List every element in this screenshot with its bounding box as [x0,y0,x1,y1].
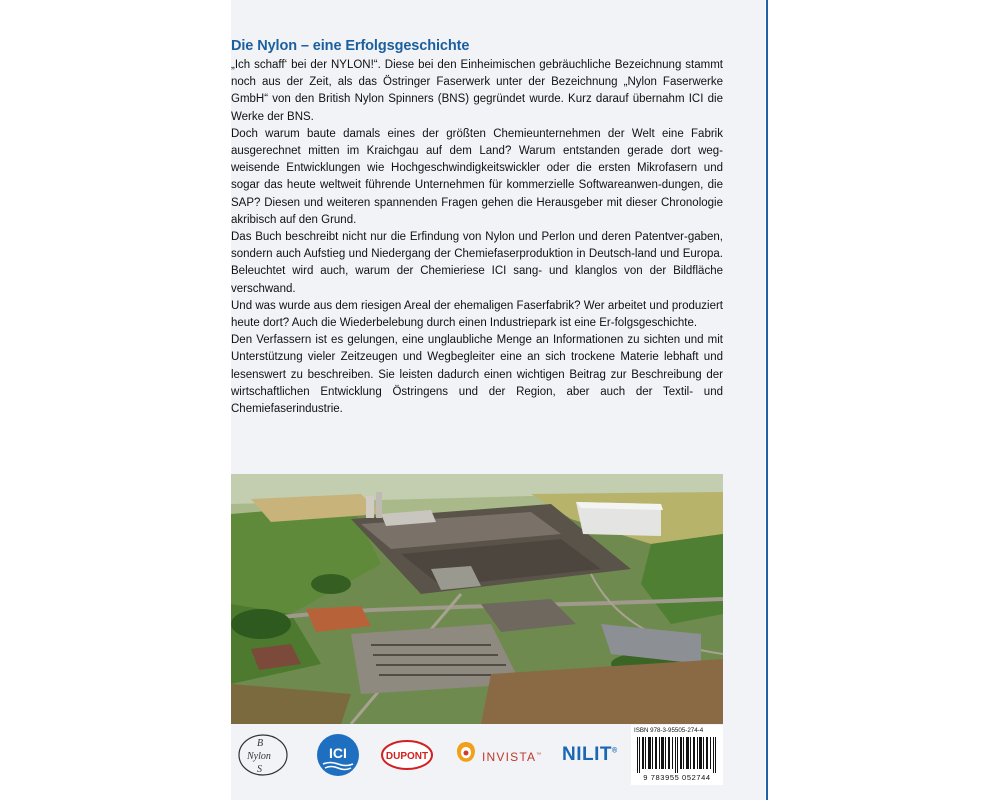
paragraph: „Ich schaff‘ bei der NYLON!“. Diese bei den Einheimischen gebräuchliche Bezeichnung stammt noch aus der Zeit, als das Östringer Faserwerk unter der Bezeichnung „Nylon Faserwerke GmbH“ von den British Nylon Spinners (BNS) gegründet wurde. Kurz darauf übernahm ICI die Werke der BNS. [231,59,723,123]
invista-mark-icon [453,740,479,768]
invista-logo-text [482,750,542,764]
invista-trademark: ™ [536,752,543,758]
bns-nylon-text: Nylon [247,751,271,762]
ici-text: ICI [329,745,347,761]
paragraph: Den Verfassern ist es gelungen, eine unglaubliche Menge an Informationen zu sichten und mit Unterstützung vieler Zeitzeugen und Wegbegleiter eine an sich trockene Materie lebhaft und lesenswert zu beschreiben. Sie leisten dadurch einen wichtigen Beitrag zur Beschreibung der wirtschaftlichen Entwicklung Östringens und der Region, aber auch der Textil- und Chemiefaserindustrie. [231,334,723,416]
isbn-number: ISBN 978-3-95505-274-4 [634,727,704,734]
barcode [635,737,719,773]
ici-logo [315,732,361,778]
paragraph: Und was wurde aus dem riesigen Areal der ehemaligen Faserfabrik? Wer arbeitet und produziert heute dort? Auch die Wiederbelebung durch einen Industriepark ist eine Er-folgsgeschichte. [231,299,723,330]
aerial-photo [231,474,723,724]
barcode-digits: 9 783955 052744 [643,773,711,782]
nilit-registered-mark: ® [612,747,618,755]
dupont-text: DUPONT [385,751,429,762]
book-title: Die Nylon – eine Erfolgsgeschichte [231,38,470,54]
bns-nylon-logo [235,732,291,778]
paragraph: Doch warum baute damals eines der größten Chemieunternehmen der Welt eine Fabrik ausgerechnet mitten im Kraichgau auf dem Land? Warum entstanden gerade dort weg-weisende Entwicklungen wie Hochgeschwindigkeitswickler oder die ersten Mikrofasern und sogar das heute weltweit führende Unternehmen für kommerzielle Softwareanwen-dungen, die SAP? Diesen und weiteren spannenden Fragen gehen die Herausgeber mit dieser Chronologie akribisch auf den Grund. [231,127,723,226]
blurb-text [231,57,723,418]
bns-top-letter: B [257,738,264,749]
isbn-barcode-box [631,725,723,785]
aerial-photo-illustration [231,474,723,724]
nilit-logo [562,744,618,766]
nilit-name: NILIT [562,744,612,765]
paragraph: Das Buch beschreibt nicht nur die Erfindung von Nylon und Perlon und deren Patentver-gaben, sondern auch Aufstieg und Niedergang der Chemiefaserproduktion in Deutsch-land und Europa. Beleuchtet wird auch, warum der Chemieriese ICI sang- und klanglos von der Bildfläche verschwand. [231,231,723,295]
bns-bottom-letter: S [257,764,262,775]
spine-line [766,0,768,800]
dupont-logo [380,738,434,774]
invista-name: INVISTA [482,750,537,764]
